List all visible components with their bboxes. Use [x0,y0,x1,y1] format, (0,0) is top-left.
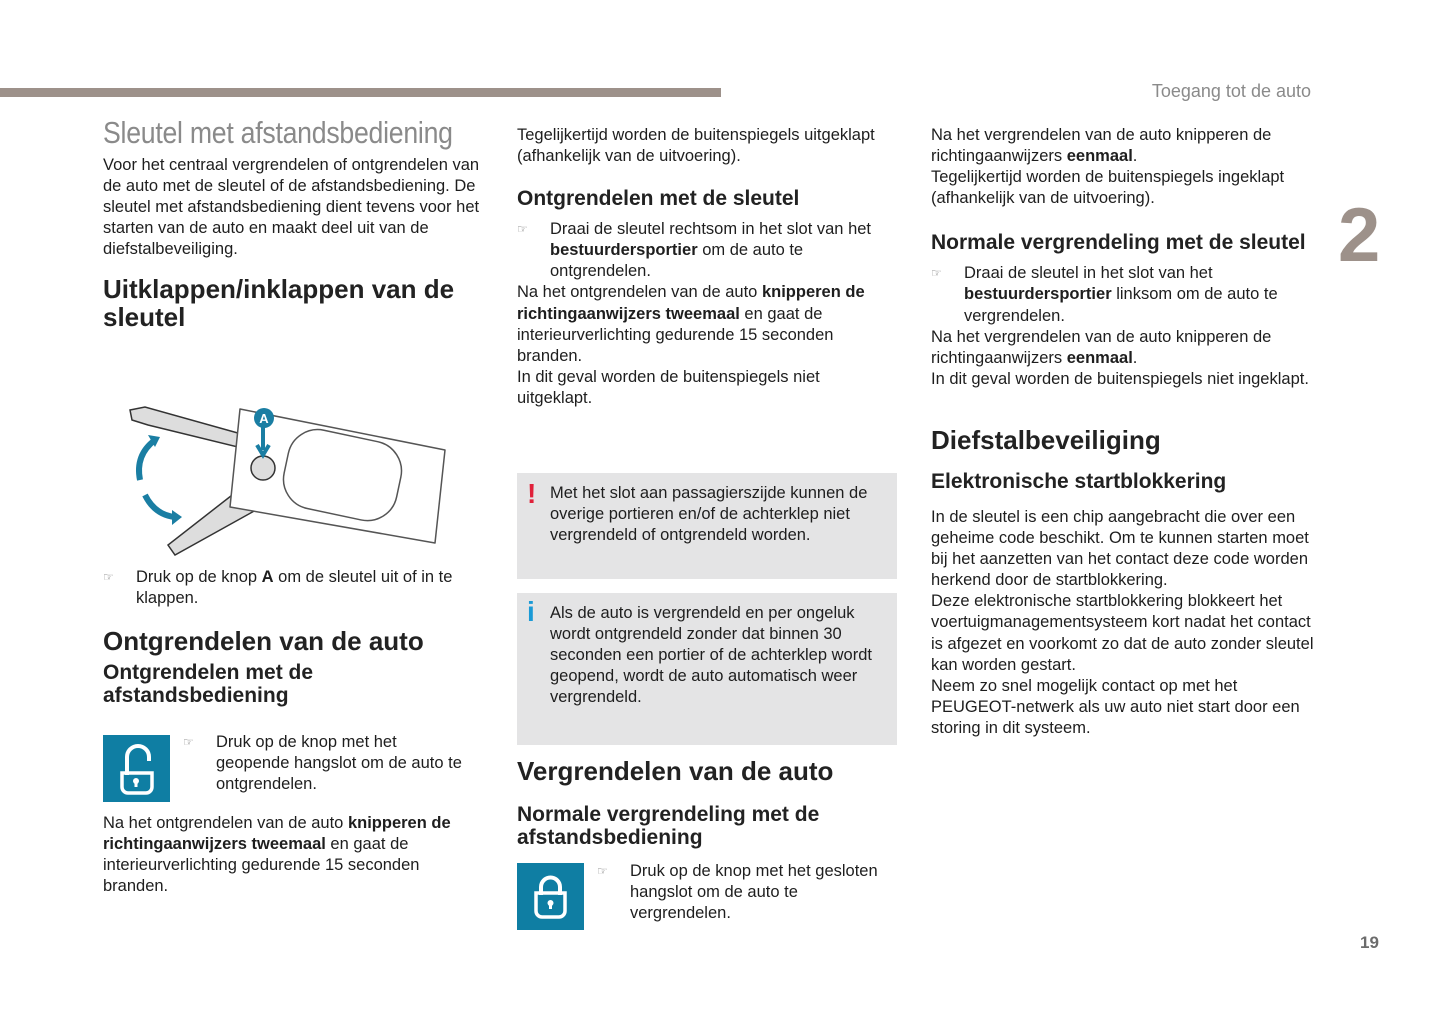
fold-instruction: ☞ Druk op de knop A om de sleutel uit of in te klappen. [103,568,453,608]
pointing-hand-icon: ☞ [597,864,608,878]
immobiliser-text: In de sleutel is een chip aangebracht die over een geheime code beschikt. Om te kunnen starten moet bij het aanzetten van het contact deze code worden herkend door de startblokkering. [931,507,1309,590]
immobiliser-text-2: Deze elektronische startblokkering blokkeert het voertuigmanagementsysteem kort nadat het contact is afgezet en voorkomt zo dat de auto zonder sleutel kan worden gestart. [931,592,1314,674]
warning-note: ! Met het slot aan passagierszijde kunnen de overige portieren en/of de achterklep niet vergrendeld of ontgrendeld worden. [517,473,897,579]
chapter-number: 2 [1338,193,1381,278]
pointing-hand-icon: ☞ [103,570,114,584]
mirrors-text: Tegelijkertijd worden de buitenspiegels uitgeklapt (afhankelijk van de uitvoering). [517,126,875,166]
warning-icon: ! [527,478,537,509]
intro-text: Voor het centraal vergrendelen of ontgrendelen van de auto met de sleutel of de afstandsbediening. De sleutel met afstandsbediening dient tevens voor het starten van de auto en maakt deel uit van de diefstalbeveiliging. [103,156,480,259]
info-note: i Als de auto is vergrendeld en per ongeluk wordt ontgrendeld zonder dat binnen 30 seconden een portier of de achterklep wordt geopend, wordt de auto automatisch weer vergrendeld. [517,593,897,745]
pointing-hand-icon: ☞ [931,266,942,281]
pointing-hand-icon: ☞ [517,222,528,237]
column-2 [517,125,892,409]
key-illustration [120,395,455,565]
heading-unlock: Ontgrendelen van de auto [103,626,424,657]
key-lock-mirrors: In dit geval worden de buitenspiegels niet ingeklapt. [931,369,1309,388]
heading-fold: Uitklappen/inklappen van de sleutel [103,273,455,332]
key-unlock-mirrors: In dit geval worden de buitenspiegels niet uitgeklapt. [517,367,820,407]
lock-button-icon [517,863,584,930]
unlock-instruction: ☞ Druk op de knop met het geopende hangslot om de auto te ontgrendelen. [183,733,462,794]
key-unlock-result: Na het ontgrendelen van de auto knipperen de richtingaanwijzers tweemaal en gaat de interieurverlichting gedurende 15 seconden branden. [517,283,865,365]
heading-lock-remote: Normale vergrendeling met de afstandsbediening [517,803,820,849]
lock-mirrors: Tegelijkertijd worden de buitenspiegels ingeklapt (afhankelijk van de uitvoering). [931,168,1285,208]
page-title: Sleutel met afstandsbediening [103,115,453,150]
key-lock-instruction: ☞ Draai de sleutel in het slot van het bestuurdersportier linksom om de auto te vergrendelen. [931,264,1278,325]
immobiliser-text-3: Neem zo snel mogelijk contact op met het PEUGEOT-netwerk als uw auto niet start door een storing in dit systeem. [931,676,1300,737]
column-1 [103,115,488,332]
page-number: 19 [1360,933,1379,952]
heading-lock-key: Normale vergrendeling met de sleutel [931,231,1306,255]
key-unlock-instruction: ☞ Draai de sleutel rechtsom in het slot van het bestuurdersportier om de auto te ontgrendelen. [517,220,872,281]
button-a-label: A [259,411,269,426]
lock-instruction: ☞ Druk op de knop met het gesloten hangslot om de auto te vergrendelen. [597,862,878,923]
lock-result: Na het vergrendelen van de auto knipperen de richtingaanwijzers eenmaal. [931,126,1272,166]
header-bar [0,88,721,97]
heading-unlock-remote: Ontgrendelen met de afstandsbediening [103,661,314,708]
info-icon: i [527,596,535,627]
heading-lock: Vergrendelen van de auto [517,756,834,786]
pointing-hand-icon: ☞ [183,735,194,749]
unlock-button-icon [103,735,170,802]
unlock-result: Na het ontgrendelen van de auto knipperen de richtingaanwijzers tweemaal en gaat de interieurverlichting gedurende 15 seconden branden. [103,814,451,896]
column-3 [931,125,1316,739]
key-lock-result: Na het vergrendelen van de auto knipperen de richtingaanwijzers eenmaal. [931,327,1272,367]
heading-theft: Diefstalbeveiliging [931,424,1161,455]
heading-unlock-key: Ontgrendelen met de sleutel [517,187,800,211]
heading-immobiliser: Elektronische startblokkering [931,469,1227,493]
section-title: Toegang tot de auto [1151,81,1311,101]
column-1-lower [103,567,488,707]
